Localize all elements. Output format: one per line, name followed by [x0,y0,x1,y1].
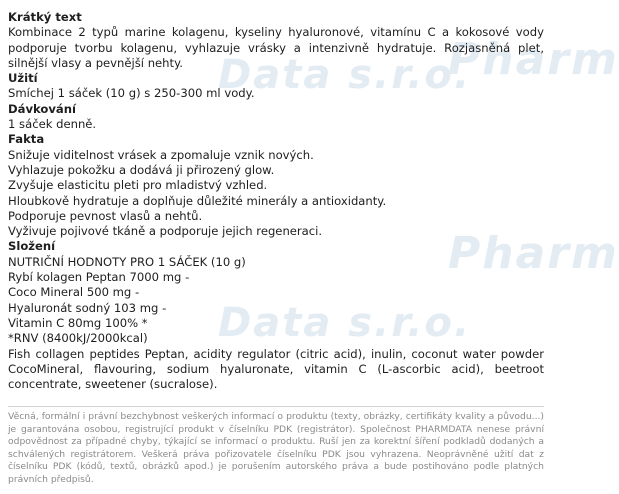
section-short-text [8,10,544,71]
section-heading: Krátký text [8,10,82,24]
composition-line: Coco Mineral 500 mg - [8,285,140,300]
dosage-line: 1 sáček denně. [8,117,97,132]
composition-line: *RNV (8400kJ/2000kcal) [8,331,148,346]
section-heading: Fakta [8,132,45,147]
composition-line: Rybí kolagen Peptan 7000 mg - [8,270,190,285]
section-dosage [8,102,544,133]
ingredients-paragraph: Fish collagen peptides Peptan, acidity regulator (citric acid), inulin, coconut water powder CocoMineral, flavouring, sodium hyaluronate, vitamin C (L-ascorbic acid), beetroot concentrate, sweetener (sucralose). [8,346,544,392]
fact-line: Snižuje viditelnost vrásek a zpomaluje vznik nových. [8,147,314,162]
section-heading: Dávkování [8,101,76,116]
watermark-data-2: Data s.r.o. [218,300,472,346]
section-facts [8,132,544,239]
legal-disclaimer: Věcná, formální i právní bezchybnost veškerých informací o produktu (texty, obrázky, certifikáty kvality a původu...) je garantována osobou, registrující produkt v číselníku PDK (registrátor). Společnost PHARMDATA nenese právní odpovědnost za případné chyby, týkající se informací o produktu. Ruší jen za korektní šíření podkladů dodaných a schválených registrátorem. Veškerá práva pořizovatele číselníku PDK jsou vyhrazena. Neoprávněné užití dat z číselníku PDK (kódů, textů, obrázků apod.) je porušením autorského práva a bude postihováno podle platných právních předpisů. [8,406,544,487]
usage-line: Smíchej 1 sáček (10 g) s 250-300 ml vody. [8,86,255,101]
fact-line: Hloubkově hydratuje a doplňuje důležité minerály a antioxidanty. [8,193,387,208]
fact-line: Vyživuje pojivové tkáně a podporuje jejich regeneraci. [8,224,323,239]
short-text-paragraph: Kombinace 2 typů marine kolagenu, kyseliny hyaluronové, vitamínu C a kokosové vody podporuje tvorbu kolagenu, vyhlazuje vrásky a intenzivně hydratuje. Rozjasněná plet, silnější vlasy a pevnější nehty. [8,25,544,70]
watermark-pharm-2: Pharm [448,228,619,279]
composition-line: NUTRIČNÍ HODNOTY PRO 1 SÁČEK (10 g) [8,254,246,269]
fact-line: Vyhlazuje pokožku a dodává ji přirozený glow. [8,162,275,177]
section-usage [8,71,544,102]
fact-line: Podporuje pevnost vlasů a nehtů. [8,208,203,223]
composition-line: Vitamin C 80mg 100% * [8,315,148,330]
fact-line: Zvyšuje elasticitu pleti pro mladistvý vzhled. [8,178,268,193]
composition-line: Hyaluronát sodný 103 mg - [8,300,167,315]
watermark-data: Data s.r.o. [218,52,472,98]
section-composition [8,239,544,392]
product-document [8,10,544,392]
section-heading: Užití [8,71,38,86]
watermark-pharm: Pharm [448,34,619,85]
section-heading: Složení [8,239,56,254]
